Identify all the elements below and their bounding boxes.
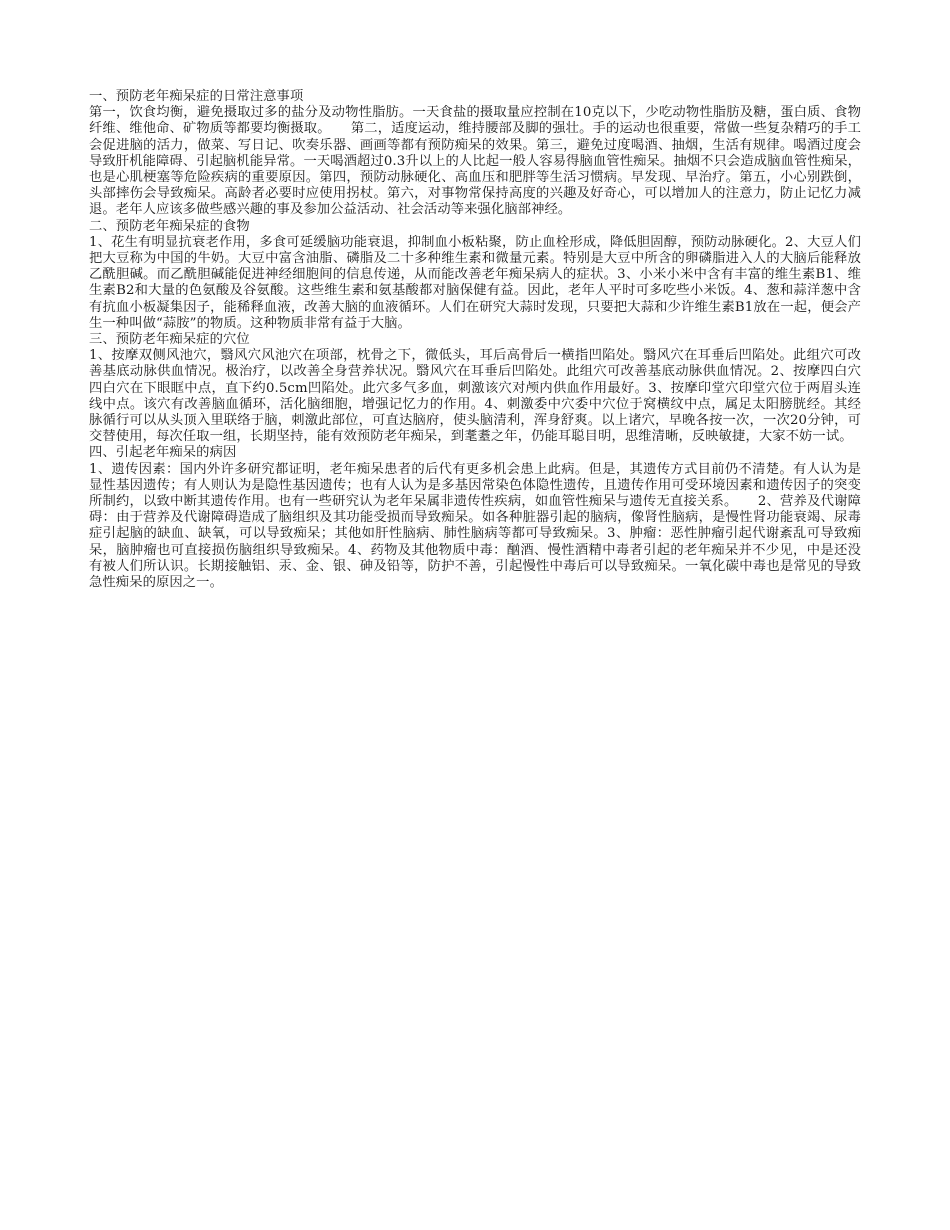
section-heading: 一、预防老年痴呆症的日常注意事项 <box>89 89 304 104</box>
section-heading: 二、预防老年痴呆症的食物 <box>89 218 250 234</box>
section-paragraph: 1、遗传因素：国内外许多研究都证明，老年痴呆患者的后代有更多机会患上此病。但是，其遗传方式目前仍不清楚。有人认为是显性基因遗传；有人则认为是隐性基因遗传；也有人认为是多基因常染色体隐性遗传，且遗传作用可受环境因素和遗传因子的突变所制约，以致中断其遗传作用。也有一些研究认为老年呆属非遗传性疾病，如血管性痴呆与遗传无直接关系。 2、营养及代谢障碍：由于营养及代谢障碍造成了脑组织及其功能受损而导致痴呆。如各种脏器引起的脑病，像肾性脑病，是慢性肾功能衰竭、尿毒症引起脑的缺血、缺氧，可以导致痴呆；其他如肝性脑病、肺性脑病等都可导致痴呆。3、肿瘤：恶性肿瘤引起代谢紊乱可导致痴呆，脑肿瘤也可直接损伤脑组织导致痴呆。4、药物及其他物质中毒：酗酒、慢性酒精中毒者引起的老年痴呆并不少见，中是还没有被人们所认识。长期接触铝、汞、金、银、砷及铅等，防护不善，引起慢性中毒后可以导致痴呆。一氧化碳中毒也是常见的导致急性痴呆的原因之一。 <box>89 461 861 591</box>
section-paragraph: 1、按摩双侧风池穴，翳风穴风池穴在项部，枕骨之下，微低头，耳后高骨后一横指凹陷处。翳风穴在耳垂后凹陷处。此组穴可改善基底动脉供血情况。极治疗，以改善全身营养状况。翳风穴在耳垂后凹陷处。此组穴可改善基底动脉供血情况。2、按摩四白穴四白穴在下眼眶中点，直下约0.5cm凹陷处。此穴多气多血，刺激该穴对颅内供血作用最好。3、按摩印堂穴印堂穴位于两眉头连线中点。该穴有改善脑血循环，活化脑细胞，增强记忆力的作用。4、刺激委中穴委中穴位于窝横纹中点，属足太阳膀胱经。其经脉循行可以从头顶入里联络于脑，刺激此部位，可直达脑府，使头脑清利，浑身舒爽。以上诸穴，早晚各按一次，一次20分钟，可交替使用，每次任取一组，长期坚持，能有效预防老年痴呆，到耄耋之年，仍能耳聪目明，思维清晰，反映敏捷，大家不妨一试。 <box>89 348 861 445</box>
section-paragraph: 第一，饮食均衡，避免摄取过多的盐分及动物性脂肪。一天食盐的摄取量应控制在10克以下，少吃动物性脂肪及糖，蛋白质、食物纤维、维他命、矿物质等都要均衡摄取。 第二，适度运动，维持腰部及脚的强壮。手的运动也很重要，常做一些复杂精巧的手工会促进脑的活力，做菜、写日记、吹奏乐器、画画等都有预防痴呆的效果。第三，避免过度喝酒、抽烟，生活有规律。喝酒过度会导致肝机能障碍、引起脑机能异常。一天喝酒超过0.3升以上的人比起一般人容易得脑血管性痴呆。抽烟不只会造成脑血管性痴呆，也是心肌梗塞等危险疾病的重要原因。第四，预防动脉硬化、高血压和肥胖等生活习惯病。早发现、早治疗。第五，小心别跌倒，头部摔伤会导致痴呆。高龄者必要时应使用拐杖。第六，对事物常保持高度的兴趣及好奇心，可以增加人的注意力，防止记忆力减退。老年人应该多做些感兴趣的事及参加公益活动、社会活动等来强化脑部神经。 <box>89 105 861 218</box>
section-foods <box>89 219 861 332</box>
section-paragraph: 1、花生有明显抗衰老作用，多食可延缓脑功能衰退，抑制血小板粘聚，防止血栓形成，降低胆固醇，预防动脉硬化。2、大豆人们把大豆称为中国的牛奶。大豆中富含油脂、磷脂及二十多种维生素和微量元素。特别是大豆中所含的卵磷脂进入人的大脑后能释放乙酰胆碱。而乙酰胆碱能促进神经细胞间的信息传递，从而能改善老年痴呆病人的症状。3、小米小米中含有丰富的维生素B1、维生素B2和大量的色氨酸及谷氨酸。这些维生素和氨基酸都对脑保健有益。因此，老年人平时可多吃些小米饭。4、葱和蒜洋葱中含有抗血小板凝集因子，能稀释血液，改善大脑的血液循环。人们在研究大蒜时发现，只要把大蒜和少许维生素B1放在一起，便会产生一种叫做“蒜胺”的物质。这种物质非常有益于大脑。 <box>89 234 861 331</box>
section-causes <box>89 445 861 591</box>
section-acupoints <box>89 332 861 445</box>
document-body <box>89 89 861 591</box>
section-heading: 四、引起老年痴呆的病因 <box>89 445 237 461</box>
section-daily-precautions <box>89 89 861 219</box>
section-heading: 三、预防老年痴呆症的穴位 <box>89 332 250 348</box>
